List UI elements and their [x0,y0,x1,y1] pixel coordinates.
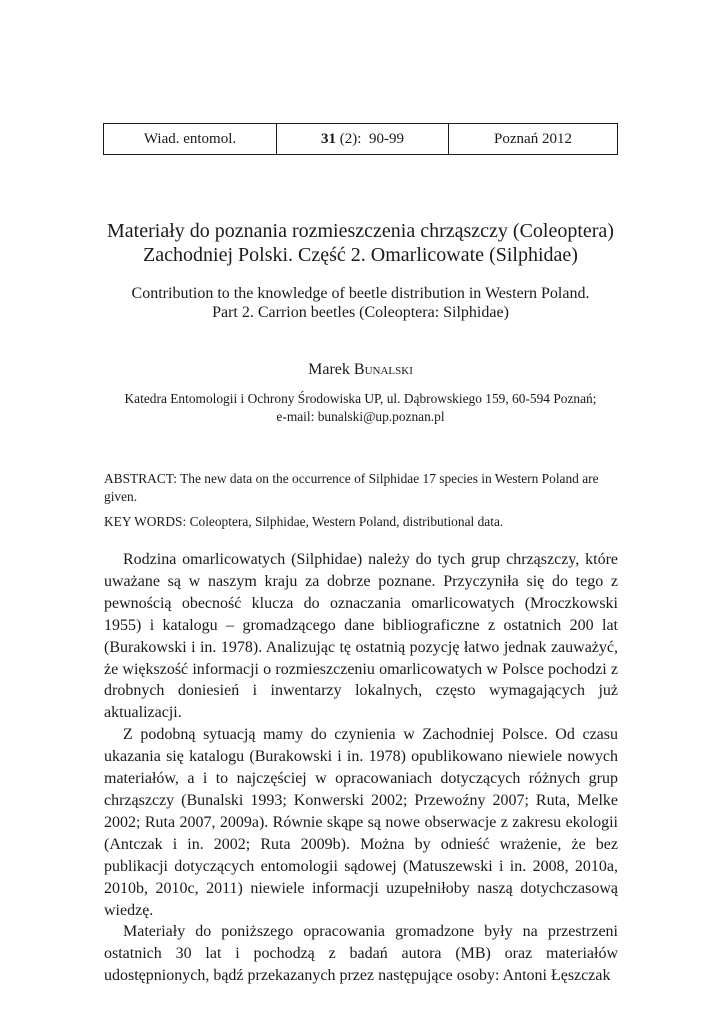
author-first-name: Marek [308,361,354,378]
title-line-1: Materiały do poznania rozmieszczenia chrząszczy (Coleoptera) [107,220,614,242]
author-name [60,360,661,379]
volume-number: 31 [321,130,337,147]
body-paragraph-1: Rodzina omarlicowatych (Silphidae) należy do tych grup chrząszczy, które uważane są w naszym kraju za dobrze poznane. Przyczyniła się do tego z pewnością obecność klucza do oznaczania omarlicowatych (Mroczkowski 1955) i katalogu – gromadzącego dane bibliograficzne z ostatnich 200 lat (Burakowski i in. 1978). Analizując tę ostatnią pozycję łatwo jednak zauważyć, że większość informacji o rozmieszczeniu omarlicowatych w Polsce pochodzi z drobnych doniesień i inwentarzy lokalnych, często wymagających już aktualizacji. [104,551,618,722]
abstract-text: The new data on the occurrence of Silphidae 17 species in Western Poland are given. [104,471,599,504]
keywords [104,513,619,531]
citation-header-table [103,123,618,155]
abstract-label: ABSTRACT: [104,471,177,486]
affiliation-email: e-mail: bunalski@up.poznan.pl [276,409,445,424]
article-subtitle-english [60,284,661,322]
journal-name: Wiad. entomol. [104,124,277,154]
volume-issue-pages [277,124,449,154]
title-line-2: Zachodniej Polski. Część 2. Omarlicowate (Silphidae) [143,244,578,266]
abstract-block [104,470,619,538]
keywords-label: KEY WORDS: [104,514,187,529]
affiliation-line-1: Katedra Entomologii i Ochrony Środowiska UP, ul. Dąbrowskiego 159, 60-594 Poznań; [124,391,597,406]
body-paragraph-3: Materiały do poniższego opracowania gromadzone były na przestrzeni ostatnich 30 lat i pochodzą z badań autora (MB) oraz materiałów udostępnionych, bądź przekazanych przez następujące osoby: Antoni Łęszczak [104,923,618,985]
body-paragraph-2: Z podobną sytuacją mamy do czynienia w Zachodniej Polsce. Od czasu ukazania się katalogu (Burakowski i in. 1978) opublikowano niewiele nowych materiałów, a i to najczęściej w opracowaniach dotyczących różnych grup chrząszczy (Bunalski 1993; Konwerski 2002; Przewoźny 2007; Ruta, Melke 2002; Ruta 2007, 2009a). Równie skąpe są nowe obserwacje z zakresu ekologii (Antczak i in. 2002; Ruta 2009b). Można by odnieść wrażenie, że bez publikacji dotyczących entomologii sądowej (Matuszewski i in. 2008, 2010a, 2010b, 2010c, 2011) niewiele informacji uzupełniłoby naszą dotychczasową wiedzę. [104,726,618,919]
abstract [104,470,619,506]
author-last-name: Bunalski [353,361,413,378]
place-year: Poznań 2012 [494,130,572,147]
subtitle-line-2: Part 2. Carrion beetles (Coleoptera: Silphidae) [212,304,509,321]
author-affiliation [60,390,661,426]
article-body [104,549,618,987]
keywords-text: Coleoptera, Silphidae, Western Poland, distributional data. [186,514,504,529]
subtitle-line-1: Contribution to the knowledge of beetle distribution in Western Poland. [131,285,590,302]
article-title [60,219,661,267]
issue-pages: (2): 90-99 [336,130,404,147]
